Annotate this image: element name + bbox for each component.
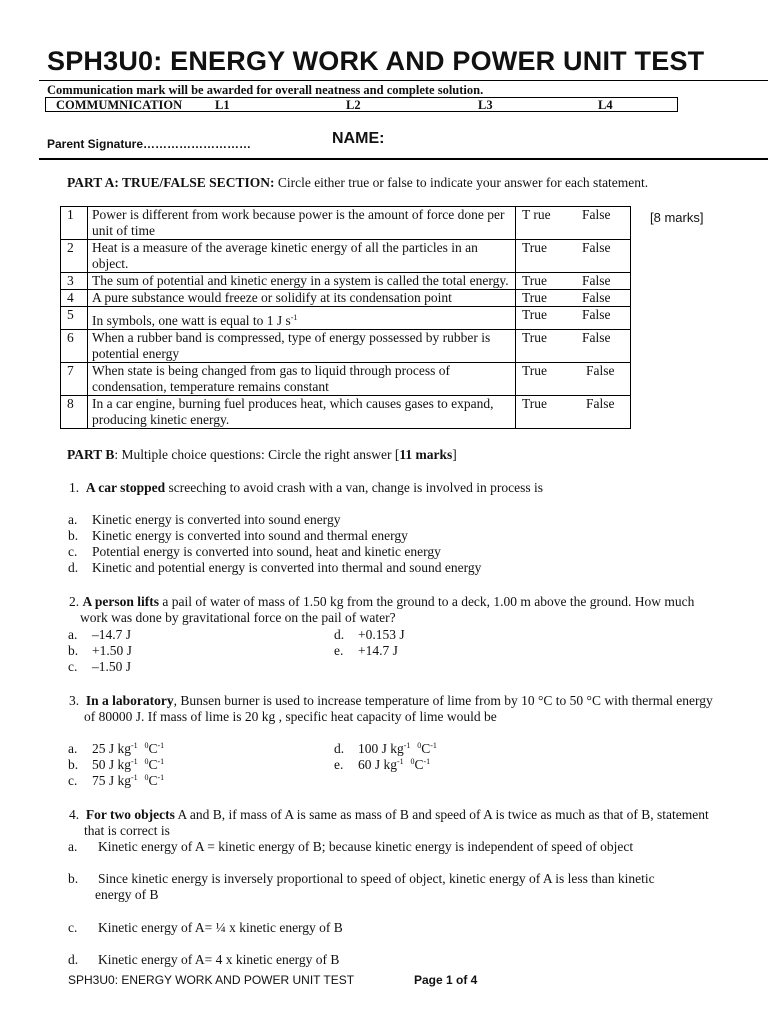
option-text: Since kinetic energy is inversely proportional to speed of object, kinetic energy of A is less than kinetic: [98, 871, 655, 886]
option-letter: a.: [68, 627, 78, 642]
option-text: +14.7 J: [358, 643, 398, 658]
true-option[interactable]: True: [522, 396, 548, 411]
unit-c-exp: -1: [157, 773, 165, 782]
option-letter: d.: [334, 741, 345, 756]
unit-c: C: [421, 741, 431, 756]
option-text: +1.50 J: [92, 643, 132, 658]
level-2-label: L2: [346, 98, 361, 112]
true-false-table: [60, 206, 631, 429]
option[interactable]: [68, 659, 131, 675]
answer-cell: [516, 330, 631, 363]
answer-cell: [516, 307, 631, 330]
communication-note: Communication mark will be awarded for overall neatness and complete solution.: [47, 83, 484, 97]
option-text: –14.7 J: [92, 627, 132, 642]
table-row: [61, 330, 631, 363]
option[interactable]: [68, 544, 441, 560]
superscript: -1: [290, 313, 298, 322]
table-row: [61, 240, 631, 273]
false-option[interactable]: False: [582, 240, 611, 255]
unit-c: C: [414, 757, 424, 772]
option-text: –1.50 J: [92, 659, 132, 674]
option-value: 50: [92, 757, 106, 772]
part-b-marks: 11 marks: [399, 447, 453, 462]
unit-exp: -1: [131, 757, 138, 766]
title-divider: [39, 80, 768, 81]
true-option[interactable]: True: [522, 273, 548, 288]
statement: [88, 307, 516, 330]
question-2-continued: work was done by gravitational force on the pail of water?: [80, 610, 396, 625]
option-text: Kinetic energy of A = kinetic energy of B; because kinetic energy is independent of speed of object: [98, 839, 634, 854]
option-value: 25: [92, 741, 106, 756]
statement: Power is different from work because power is the amount of force done per unit of time: [88, 207, 516, 240]
statement: When a rubber band is compressed, type of energy possessed by rubber is potential energy: [88, 330, 516, 363]
footer-title: SPH3U0: ENERGY WORK AND POWER UNIT TEST: [68, 973, 355, 987]
option-letter: e.: [334, 643, 344, 658]
table-row: [61, 396, 631, 429]
statement-text: In symbols, one watt is equal to 1 J s: [92, 313, 291, 328]
unit: J kg: [371, 757, 398, 772]
row-number: 6: [61, 330, 88, 363]
question-lead: A person lifts: [82, 594, 160, 609]
option[interactable]: [334, 627, 405, 643]
part-b-heading: [67, 447, 457, 463]
level-4-label: L4: [598, 98, 613, 112]
communication-label: COMMUMNICATION: [56, 98, 183, 112]
part-b-bracket: ]: [452, 447, 457, 462]
option[interactable]: [68, 773, 164, 789]
degree-sup: 0: [144, 773, 149, 782]
option[interactable]: [68, 643, 132, 659]
row-number: 5: [61, 307, 88, 330]
option[interactable]: [68, 839, 633, 855]
question-text: a pail of water of mass of 1.50 kg from the ground to a deck, 1.00 m above the ground. How much: [159, 594, 695, 609]
false-option[interactable]: False: [582, 307, 611, 322]
unit-exp: -1: [131, 773, 138, 782]
part-a-marks: [8 marks]: [650, 210, 704, 225]
question-lead: For two objects: [85, 807, 175, 822]
false-option[interactable]: False: [586, 363, 615, 378]
option[interactable]: [68, 512, 340, 528]
option-letter: c.: [68, 659, 78, 674]
level-1-label: L1: [215, 98, 230, 112]
degree-sup: 0: [144, 757, 149, 766]
option-value: 60: [358, 757, 372, 772]
false-option[interactable]: False: [582, 273, 611, 288]
unit: J kg: [105, 741, 132, 756]
option[interactable]: [68, 920, 343, 936]
option-letter: b.: [68, 643, 79, 658]
part-b-instructions: : Multiple choice questions: Circle the right answer [: [114, 447, 400, 462]
statement: When state is being changed from gas to liquid through process of condensation, temperature remains constant: [88, 363, 516, 396]
unit-c: C: [148, 757, 158, 772]
question-3: [69, 693, 713, 709]
row-number: 8: [61, 396, 88, 429]
option[interactable]: [68, 627, 131, 643]
row-number: 3: [61, 273, 88, 290]
option-text: Kinetic energy of A= ¼ x kinetic energy of B: [98, 920, 343, 935]
option-letter: a.: [68, 741, 78, 756]
unit-exp: -1: [403, 741, 411, 750]
answer-cell: [516, 207, 631, 240]
option-letter: c.: [68, 773, 78, 788]
table-row: [61, 307, 631, 330]
option[interactable]: [68, 528, 408, 544]
table-row: [61, 207, 631, 240]
table-row: [61, 273, 631, 290]
option[interactable]: [68, 952, 339, 968]
option-text: Kinetic and potential energy is converted into thermal and sound energy: [92, 560, 482, 575]
option[interactable]: [334, 757, 430, 773]
question-number: 3.: [69, 693, 80, 708]
option-letter: a.: [68, 512, 78, 527]
level-3-label: L3: [478, 98, 493, 112]
option[interactable]: [334, 643, 398, 659]
answer-cell: [516, 396, 631, 429]
unit-c-exp: -1: [157, 741, 165, 750]
degree-sup: 0: [144, 741, 149, 750]
question-2: [69, 594, 694, 610]
option-text: Kinetic energy is converted into sound and thermal energy: [92, 528, 408, 543]
option-letter: d.: [68, 952, 79, 967]
question-text: screeching to avoid crash with a van, change is involved in process is: [165, 480, 544, 495]
false-option[interactable]: False: [582, 290, 611, 305]
option-letter: b.: [68, 757, 79, 772]
row-number: 4: [61, 290, 88, 307]
question-4: [69, 807, 709, 823]
unit-c: C: [148, 741, 158, 756]
unit-c-exp: -1: [157, 757, 165, 766]
unit: J kg: [105, 757, 132, 772]
option[interactable]: [68, 757, 164, 773]
question-lead: A car stopped: [85, 480, 166, 495]
unit-c-exp: -1: [430, 741, 437, 750]
degree-sup: 0: [410, 757, 415, 766]
part-a-heading: [67, 175, 648, 191]
question-text: A and B, if mass of A is same as mass of B and speed of A is twice as much as that of B, statement: [174, 807, 709, 822]
unit: J kg: [105, 773, 132, 788]
option[interactable]: [68, 871, 655, 887]
statement: Heat is a measure of the average kinetic energy of all the particles in an object.: [88, 240, 516, 273]
true-option[interactable]: True: [522, 240, 548, 255]
option-text: +0.153 J: [358, 627, 405, 642]
false-option[interactable]: False: [582, 207, 611, 222]
question-text: , Bunsen burner is used to increase temperature of lime from by 10 °C to 50 °C with thermal energy: [173, 693, 713, 708]
unit-c: C: [148, 773, 158, 788]
unit: J kg: [378, 741, 404, 756]
option[interactable]: [334, 741, 437, 757]
option[interactable]: [68, 741, 164, 757]
true-option[interactable]: True: [522, 290, 548, 305]
statement: In a car engine, burning fuel produces heat, which causes gases to expand, producing kinetic energy.: [88, 396, 516, 429]
question-lead: In a laboratory: [85, 693, 174, 708]
question-4-continued: that is correct is: [84, 823, 170, 838]
answer-cell: [516, 240, 631, 273]
statement: A pure substance would freeze or solidify at its condensation point: [88, 290, 516, 307]
name-label: NAME:: [332, 130, 385, 147]
true-option[interactable]: True: [522, 307, 548, 322]
part-b-heading-title: PART B: [67, 447, 115, 462]
true-option[interactable]: True: [522, 330, 548, 345]
true-option[interactable]: True: [522, 363, 548, 378]
option-value: 100: [358, 741, 379, 756]
communication-levels-box: [45, 97, 678, 112]
false-option[interactable]: False: [582, 330, 611, 345]
row-number: 7: [61, 363, 88, 396]
option[interactable]: [68, 560, 481, 576]
page-title: SPH3U0: ENERGY WORK AND POWER UNIT TEST: [47, 46, 705, 76]
option-text: Kinetic energy is converted into sound energy: [92, 512, 341, 527]
answer-cell: [516, 273, 631, 290]
header-divider: [39, 158, 768, 160]
true-option[interactable]: T rue: [522, 207, 551, 222]
answer-cell: [516, 290, 631, 307]
question-number: 4.: [69, 807, 80, 822]
option-letter: b.: [68, 528, 79, 543]
option-letter: d.: [68, 560, 79, 575]
option-text: Potential energy is converted into sound, heat and kinetic energy: [92, 544, 441, 559]
question-number: 2.: [69, 594, 80, 609]
false-option[interactable]: False: [586, 396, 615, 411]
option-continued: energy of B: [95, 887, 159, 902]
option-letter: d.: [334, 627, 345, 642]
page-number: Page 1 of 4: [414, 973, 478, 987]
option-letter: c.: [68, 920, 78, 935]
option-letter: b.: [68, 871, 79, 886]
option-text: Kinetic energy of A= 4 x kinetic energy of B: [98, 952, 340, 967]
unit-exp: -1: [397, 757, 404, 766]
question-number: 1.: [69, 480, 80, 495]
table-row: [61, 363, 631, 396]
answer-cell: [516, 363, 631, 396]
part-a-instructions: Circle either true or false to indicate your answer for each statement.: [274, 175, 649, 190]
row-number: 1: [61, 207, 88, 240]
option-letter: a.: [68, 839, 78, 854]
option-value: 75: [92, 773, 106, 788]
row-number: 2: [61, 240, 88, 273]
degree-sup: 0: [417, 741, 422, 750]
part-a-heading-title: PART A: TRUE/FALSE SECTION:: [67, 175, 275, 190]
question-3-continued: of 80000 J. If mass of lime is 20 kg , specific heat capacity of lime would be: [84, 709, 497, 724]
unit-c-exp: -1: [423, 757, 431, 766]
unit-exp: -1: [131, 741, 138, 750]
statement: The sum of potential and kinetic energy in a system is called the total energy.: [88, 273, 516, 290]
option-letter: c.: [68, 544, 78, 559]
parent-signature-line: Parent Signature………………………: [47, 137, 252, 151]
option-letter: e.: [334, 757, 344, 772]
question-1: [69, 480, 543, 496]
table-row: [61, 290, 631, 307]
